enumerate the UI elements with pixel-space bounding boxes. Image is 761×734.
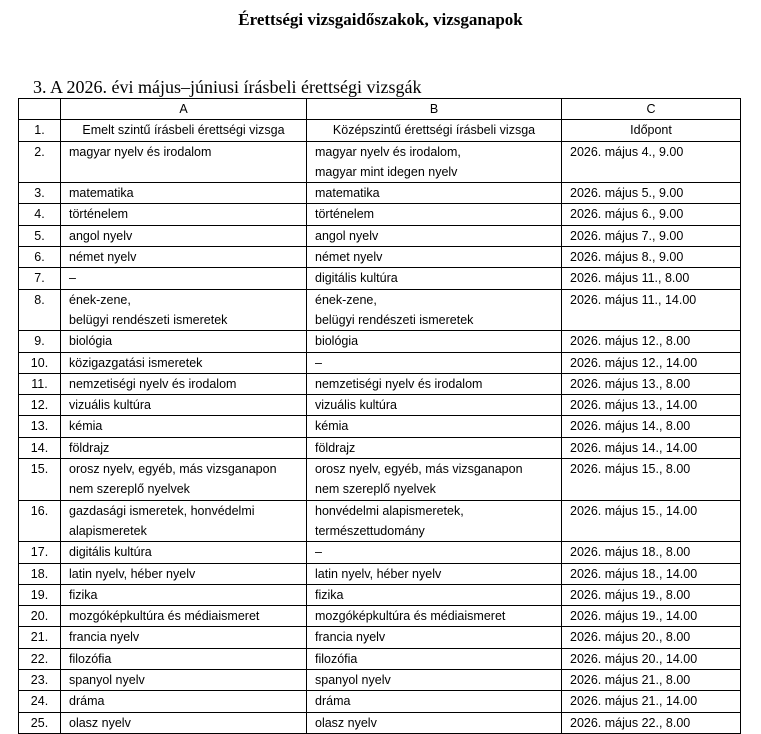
intermediate-level-exam: digitális kultúra	[307, 268, 562, 289]
exam-date: 2026. május 5., 9.00	[562, 183, 741, 204]
exam-date: 2026. május 13., 8.00	[562, 373, 741, 394]
row-number: 20.	[19, 606, 61, 627]
row-number: 25.	[19, 712, 61, 733]
exam-date: 2026. május 11., 8.00	[562, 268, 741, 289]
table-row	[19, 183, 741, 204]
row-number: 4.	[19, 204, 61, 225]
row-number: 5.	[19, 225, 61, 246]
table-row	[19, 225, 741, 246]
intermediate-level-exam: angol nyelv	[307, 225, 562, 246]
table-row	[19, 352, 741, 373]
exam-date: 2026. május 21., 8.00	[562, 670, 741, 691]
table-row	[19, 691, 741, 712]
row-number: 19.	[19, 584, 61, 605]
table-row	[19, 459, 741, 501]
row-number: 11.	[19, 373, 61, 394]
intermediate-level-exam: fizika	[307, 584, 562, 605]
table-row	[19, 670, 741, 691]
table-row	[19, 395, 741, 416]
exam-date: 2026. május 15., 14.00	[562, 500, 741, 542]
advanced-level-exam: latin nyelv, héber nyelv	[61, 563, 307, 584]
exam-date: 2026. május 13., 14.00	[562, 395, 741, 416]
row-number: 3.	[19, 183, 61, 204]
row-number: 8.	[19, 289, 61, 331]
row-number: 23.	[19, 670, 61, 691]
advanced-level-exam: francia nyelv	[61, 627, 307, 648]
column-letter: C	[562, 99, 741, 120]
table-row	[19, 500, 741, 542]
advanced-level-exam: történelem	[61, 204, 307, 225]
row-number: 1.	[19, 120, 61, 141]
intermediate-level-exam: földrajz	[307, 437, 562, 458]
table-row	[19, 289, 741, 331]
table-row	[19, 542, 741, 563]
section-title: 3. A 2026. évi május–júniusi írásbeli érettségi vizsgák	[33, 77, 422, 97]
exam-date: 2026. május 18., 14.00	[562, 563, 741, 584]
exam-date: 2026. május 12., 14.00	[562, 352, 741, 373]
advanced-level-exam: dráma	[61, 691, 307, 712]
row-number: 6.	[19, 247, 61, 268]
exam-date: 2026. május 12., 8.00	[562, 331, 741, 352]
advanced-level-exam: orosz nyelv, egyéb, más vizsganapon nem szereplő nyelvek	[61, 459, 307, 501]
advanced-level-exam: –	[61, 268, 307, 289]
row-number: 16.	[19, 500, 61, 542]
row-number: 17.	[19, 542, 61, 563]
row-number: 13.	[19, 416, 61, 437]
row-number: 24.	[19, 691, 61, 712]
exam-date: 2026. május 7., 9.00	[562, 225, 741, 246]
table-row	[19, 648, 741, 669]
intermediate-level-exam: spanyol nyelv	[307, 670, 562, 691]
table-row	[19, 268, 741, 289]
exam-date: 2026. május 20., 8.00	[562, 627, 741, 648]
document-title: Érettségi vizsgaidőszakok, vizsganapok	[238, 10, 523, 29]
exam-date: 2026. május 22., 8.00	[562, 712, 741, 733]
exam-date: 2026. május 21., 14.00	[562, 691, 741, 712]
intermediate-level-exam: honvédelmi alapismeretek, természettudomány	[307, 500, 562, 542]
advanced-level-exam: olasz nyelv	[61, 712, 307, 733]
column-letter: B	[307, 99, 562, 120]
row-number: 7.	[19, 268, 61, 289]
table-row	[19, 563, 741, 584]
intermediate-level-exam: dráma	[307, 691, 562, 712]
advanced-level-exam: mozgóképkultúra és médiaismeret	[61, 606, 307, 627]
table-row	[19, 584, 741, 605]
table-row	[19, 247, 741, 268]
advanced-level-exam: német nyelv	[61, 247, 307, 268]
row-number: 2.	[19, 141, 61, 183]
advanced-level-exam: magyar nyelv és irodalom	[61, 141, 307, 183]
column-letter: A	[61, 99, 307, 120]
row-number: 14.	[19, 437, 61, 458]
intermediate-level-exam: történelem	[307, 204, 562, 225]
advanced-level-exam: angol nyelv	[61, 225, 307, 246]
intermediate-level-exam: –	[307, 542, 562, 563]
column-header: Emelt szintű írásbeli érettségi vizsga	[61, 120, 307, 141]
advanced-level-exam: digitális kultúra	[61, 542, 307, 563]
column-header: Időpont	[562, 120, 741, 141]
exam-date: 2026. május 6., 9.00	[562, 204, 741, 225]
exam-date: 2026. május 19., 8.00	[562, 584, 741, 605]
table-row	[19, 204, 741, 225]
exam-date: 2026. május 20., 14.00	[562, 648, 741, 669]
table-row	[19, 627, 741, 648]
row-number: 9.	[19, 331, 61, 352]
exam-date: 2026. május 8., 9.00	[562, 247, 741, 268]
advanced-level-exam: vizuális kultúra	[61, 395, 307, 416]
table-row	[19, 712, 741, 733]
row-number: 12.	[19, 395, 61, 416]
table-row	[19, 373, 741, 394]
table-row	[19, 331, 741, 352]
table-row	[19, 437, 741, 458]
intermediate-level-exam: vizuális kultúra	[307, 395, 562, 416]
intermediate-level-exam: német nyelv	[307, 247, 562, 268]
exam-date: 2026. május 19., 14.00	[562, 606, 741, 627]
exam-date: 2026. május 11., 14.00	[562, 289, 741, 331]
intermediate-level-exam: latin nyelv, héber nyelv	[307, 563, 562, 584]
row-number: 10.	[19, 352, 61, 373]
intermediate-level-exam: biológia	[307, 331, 562, 352]
intermediate-level-exam: mozgóképkultúra és médiaismeret	[307, 606, 562, 627]
intermediate-level-exam: francia nyelv	[307, 627, 562, 648]
advanced-level-exam: ének-zene, belügyi rendészeti ismeretek	[61, 289, 307, 331]
intermediate-level-exam: olasz nyelv	[307, 712, 562, 733]
exam-date: 2026. május 14., 14.00	[562, 437, 741, 458]
table-row	[19, 606, 741, 627]
intermediate-level-exam: nemzetiségi nyelv és irodalom	[307, 373, 562, 394]
advanced-level-exam: nemzetiségi nyelv és irodalom	[61, 373, 307, 394]
exam-date: 2026. május 18., 8.00	[562, 542, 741, 563]
row-number: 15.	[19, 459, 61, 501]
row-number: 18.	[19, 563, 61, 584]
advanced-level-exam: fizika	[61, 584, 307, 605]
intermediate-level-exam: matematika	[307, 183, 562, 204]
exam-date: 2026. május 15., 8.00	[562, 459, 741, 501]
exam-date: 2026. május 4., 9.00	[562, 141, 741, 183]
table-row	[19, 141, 741, 183]
intermediate-level-exam: magyar nyelv és irodalom, magyar mint idegen nyelv	[307, 141, 562, 183]
advanced-level-exam: spanyol nyelv	[61, 670, 307, 691]
intermediate-level-exam: filozófia	[307, 648, 562, 669]
row-number: 22.	[19, 648, 61, 669]
intermediate-level-exam: orosz nyelv, egyéb, más vizsganapon nem szereplő nyelvek	[307, 459, 562, 501]
exam-date: 2026. május 14., 8.00	[562, 416, 741, 437]
intermediate-level-exam: –	[307, 352, 562, 373]
advanced-level-exam: közigazgatási ismeretek	[61, 352, 307, 373]
advanced-level-exam: matematika	[61, 183, 307, 204]
advanced-level-exam: biológia	[61, 331, 307, 352]
row-number: 21.	[19, 627, 61, 648]
intermediate-level-exam: kémia	[307, 416, 562, 437]
column-header: Középszintű érettségi írásbeli vizsga	[307, 120, 562, 141]
column-letter-row	[19, 99, 741, 120]
advanced-level-exam: kémia	[61, 416, 307, 437]
header-row	[19, 120, 741, 141]
table-row	[19, 416, 741, 437]
advanced-level-exam: gazdasági ismeretek, honvédelmi alapismeretek	[61, 500, 307, 542]
column-letter	[19, 99, 61, 120]
intermediate-level-exam: ének-zene, belügyi rendészeti ismeretek	[307, 289, 562, 331]
exam-schedule-table	[18, 98, 741, 734]
advanced-level-exam: filozófia	[61, 648, 307, 669]
advanced-level-exam: földrajz	[61, 437, 307, 458]
